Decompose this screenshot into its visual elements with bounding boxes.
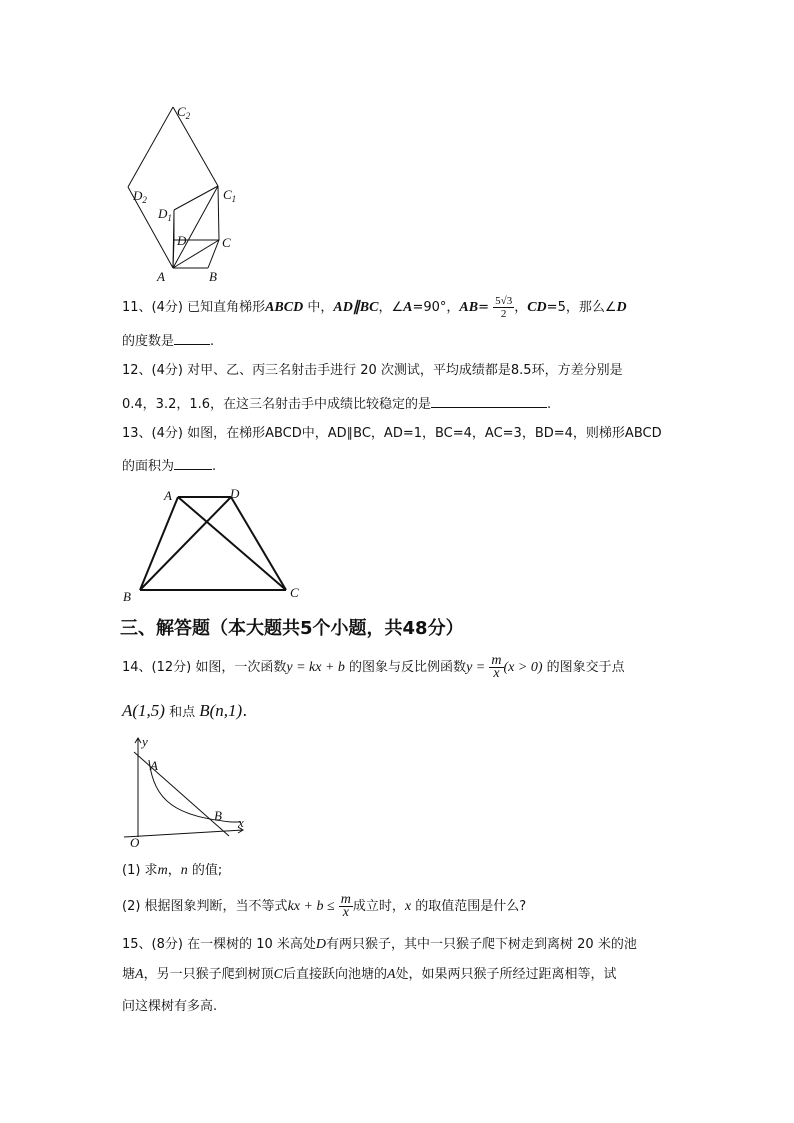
label-y: y: [142, 734, 148, 749]
label-d2: $D_2$: [133, 188, 147, 205]
fraction-5sqrt3-over-2: $\frac{5√3}{2}$: [495, 295, 513, 320]
label-d: D: [230, 486, 240, 501]
q12-line2: 0.4，3.2，1.6，在这三名射击手中成绩比较稳定的是 .: [122, 394, 551, 414]
figure-q14-graph: [116, 732, 251, 857]
q15-line1: 15、(8分) 在一棵树的 10 米高处D有两只猴子，其中一只猴子爬下树走到离树 20 米的池: [122, 937, 637, 952]
edge-dc: [231, 497, 286, 590]
q13-line2: 的面积为 .: [122, 456, 216, 476]
answer-blank-q13[interactable]: [174, 456, 212, 470]
figure-q10: [115, 100, 250, 285]
q15-line2: 塘A，另一只猴子爬到树顶C后直接跃向池塘的A处，如果两只猴子所经过距离相等，试: [122, 967, 617, 982]
label-c: C: [222, 235, 231, 250]
q11-line1: 11、(4分) 已知直角梯形ABCD 中，AD∥BC，∠A=90°，AB= $\frac{5√3}{2}$ ，CD=5，那么∠D: [122, 295, 627, 320]
label-a: A: [150, 758, 158, 773]
reciprocal-curve: [149, 760, 241, 822]
edge-c1-c: [218, 186, 219, 240]
label-x: x: [238, 815, 244, 830]
label-b: B: [209, 269, 217, 284]
label-a: A: [164, 488, 172, 503]
label-c: C: [290, 585, 299, 600]
fraction-m-over-x: $\frac{m}{x}$: [491, 653, 502, 681]
fraction-m-over-x-2: $\frac{m}{x}$: [340, 892, 351, 920]
edge-b-c: [208, 240, 219, 268]
linear-function-line: [134, 752, 229, 836]
diagonal-bd: [140, 497, 231, 590]
q14-sub2: (2) 根据图象判断，当不等式kx + b ≤ $\frac{m}{x}$ 成立时，x 的取值范围是什么?: [122, 892, 527, 920]
answer-blank-q12[interactable]: [431, 394, 547, 408]
label-o: O: [130, 835, 140, 850]
diagonal-ac: [178, 497, 286, 590]
label-d1: $D_1$: [158, 206, 172, 223]
q15-line3: 问这棵树有多高.: [122, 999, 218, 1014]
q13-line1: 13、(4分) 如图，在梯形ABCD中，AD∥BC，AD=1，BC=4，AC=3，BD=4，则梯形ABCD: [122, 426, 662, 441]
x-axis: [124, 830, 243, 837]
section-heading: 三、解答题（本大题共5个小题，共48分）: [120, 618, 464, 639]
q12-line1: 12、(4分) 对甲、乙、丙三名射击手进行 20 次测试，平均成绩都是8.5环，方差分别是: [122, 363, 623, 378]
q14-line2: A(1,5) 和点 B(n,1).: [122, 701, 248, 720]
label-c2: $C_2$: [177, 104, 191, 121]
label-b: B: [123, 589, 131, 604]
figure-q13-trapezoid: [118, 480, 318, 605]
edge-a-d1: [173, 210, 174, 268]
q11-line2: 的度数是 .: [122, 331, 214, 351]
q14-sub1: (1) 求m，n 的值;: [122, 863, 223, 878]
label-a: A: [157, 269, 165, 284]
q14-line1: 14、(12分) 如图，一次函数y = kx + b 的图象与反比例函数y = $\frac{m}{x}$ (x > 0) 的图象交于点: [122, 653, 625, 681]
label-b: B: [214, 808, 222, 823]
answer-blank-q11[interactable]: [174, 331, 210, 345]
edge-c2-d2: [128, 107, 173, 187]
edge-ab: [140, 497, 178, 590]
label-d: D: [177, 233, 187, 248]
label-c1: $C_1$: [223, 187, 237, 204]
